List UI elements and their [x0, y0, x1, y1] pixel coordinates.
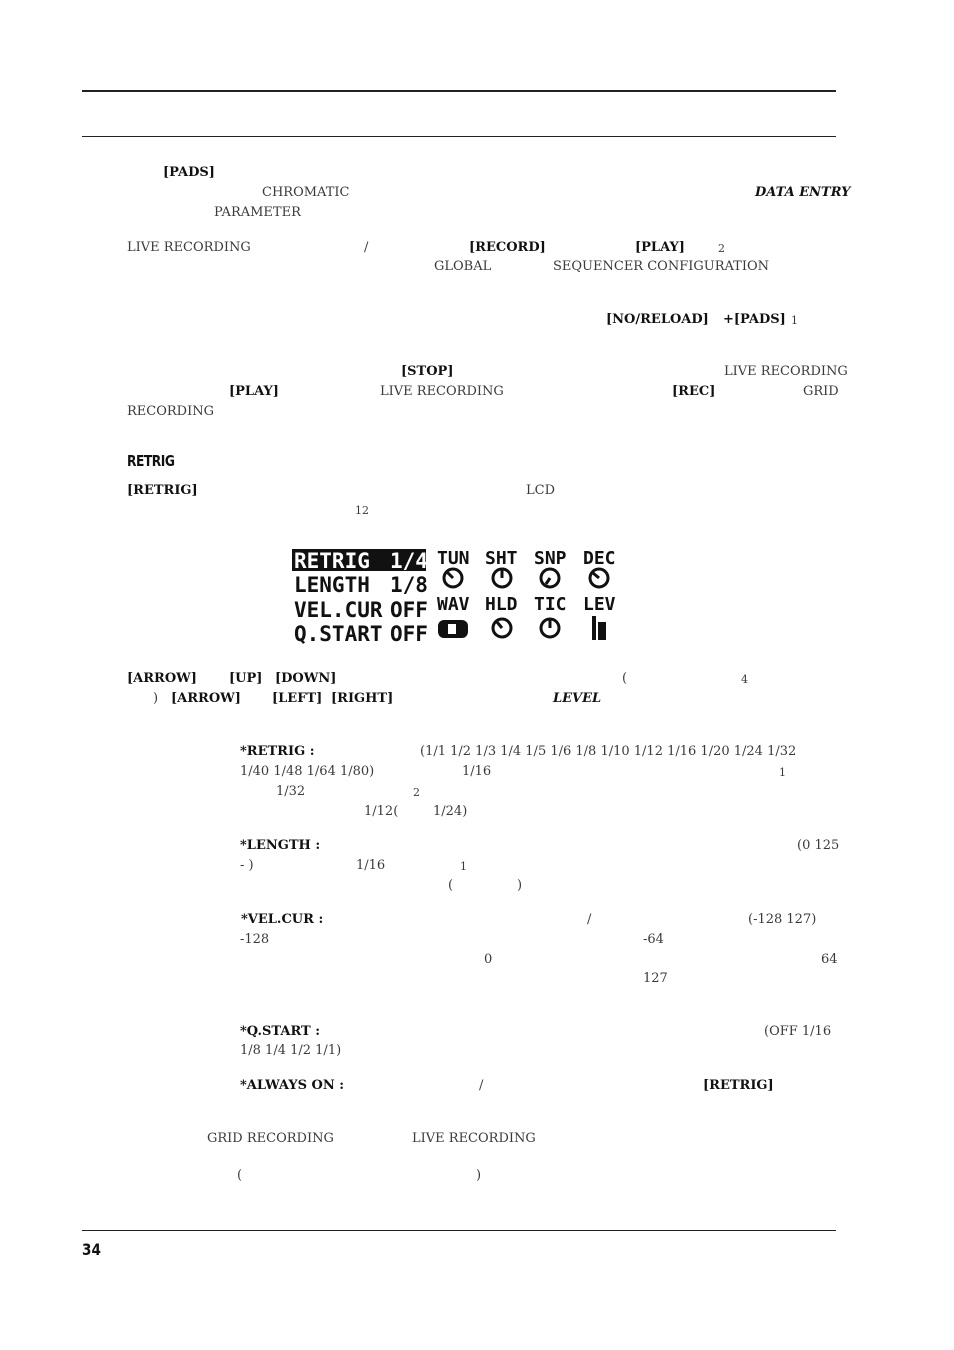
- pads-key: [PADS]: [163, 165, 215, 180]
- always-on-param-label: *ALWAYS ON :: [240, 1078, 345, 1093]
- length-range: (0 125: [797, 838, 840, 853]
- length-param-label: *LENGTH :: [240, 838, 321, 853]
- lcd-knob-label: DEC: [583, 548, 616, 569]
- header-rule: [82, 136, 836, 137]
- paren-open: (: [448, 878, 454, 893]
- retrig-values: (1/1 1/2 1/3 1/4 1/5 1/6 1/8 1/10 1/12 1/16 1/20 1/24 1/32: [420, 744, 797, 759]
- lcd-knob-label: HLD: [485, 594, 518, 615]
- lcd-row-value: 1/4: [390, 549, 428, 573]
- play-key: [PLAY]: [229, 384, 279, 399]
- level-meter-icon: [592, 616, 596, 640]
- sequencer-configuration-term: SEQUENCER CONFIGURATION: [553, 259, 770, 274]
- velcur-value: -128: [240, 932, 270, 947]
- retrig-value: 1/32: [276, 784, 306, 799]
- retrig-values: 1/40 1/48 1/64 1/80): [240, 764, 375, 779]
- lcd-knob-label: WAV: [437, 594, 470, 615]
- play-key: [PLAY]: [635, 240, 685, 255]
- lcd-knob-label: SHT: [485, 548, 518, 569]
- paren-close: ): [476, 1168, 482, 1183]
- lcd-row-label: RETRIG: [294, 549, 370, 573]
- lcd-knob-label: SNP: [534, 548, 567, 569]
- number-one: 1: [460, 860, 467, 873]
- slash: /: [479, 1078, 484, 1093]
- velcur-value: 127: [643, 971, 668, 986]
- top-rule: [82, 90, 836, 92]
- recording-term: RECORDING: [127, 404, 214, 419]
- lcd-display: [290, 546, 624, 646]
- velcur-param-label: *VEL.CUR :: [241, 912, 324, 927]
- retrig-param-label: *RETRIG :: [240, 744, 315, 759]
- rec-key: [REC]: [672, 384, 716, 399]
- lcd-row-label: VEL.CUR: [294, 598, 383, 622]
- arrow-key: [ARROW]: [127, 671, 197, 686]
- number-four: 4: [741, 673, 748, 686]
- live-recording-term: LIVE RECORDING: [412, 1131, 536, 1146]
- lcd-row-label: LENGTH: [294, 573, 370, 597]
- paren-open: (: [622, 671, 628, 686]
- length-range-end: - ): [240, 858, 254, 873]
- velcur-value: -64: [643, 932, 664, 947]
- retrig-default: 1/16: [462, 764, 492, 779]
- right-key: [RIGHT]: [331, 691, 394, 706]
- velcur-value: 64: [821, 952, 838, 967]
- lcd-row-value: 1/8: [390, 573, 428, 597]
- knob-pointer: [593, 573, 599, 578]
- left-key: [LEFT]: [272, 691, 323, 706]
- live-recording-term: LIVE RECORDING: [724, 364, 848, 379]
- page-number: 34: [82, 1240, 101, 1259]
- velcur-range: (-128 127): [748, 912, 817, 927]
- arrow-key: [ARROW]: [171, 691, 241, 706]
- grid-recording-term: GRID RECORDING: [207, 1131, 334, 1146]
- waveform-icon-inner: [448, 624, 456, 634]
- plus-pads-key: +[PADS]: [723, 312, 786, 327]
- number-two: 2: [413, 786, 420, 799]
- footer-rule: [82, 1230, 836, 1231]
- grid-term: GRID: [803, 384, 839, 399]
- paren-close: ): [517, 878, 523, 893]
- data-entry-term: DATA ENTRY: [755, 185, 851, 200]
- level-meter-bar: [598, 622, 606, 640]
- number-two: 2: [718, 242, 725, 255]
- number-twelve: 12: [355, 504, 369, 517]
- knob-pointer: [497, 622, 502, 628]
- paren-close: ): [153, 691, 159, 706]
- live-recording-term: LIVE RECORDING: [127, 240, 251, 255]
- lcd-row-value: OFF: [390, 622, 428, 646]
- down-key: [DOWN]: [275, 671, 337, 686]
- knob-pointer: [447, 572, 453, 578]
- global-term: GLOBAL: [434, 259, 492, 274]
- qstart-param-label: *Q.START :: [240, 1024, 321, 1039]
- stop-key: [STOP]: [401, 364, 454, 379]
- lcd-row-value: OFF: [390, 598, 428, 622]
- qstart-range: 1/8 1/4 1/2 1/1): [240, 1043, 342, 1058]
- lcd-knob-label: TIC: [534, 594, 567, 615]
- level-term: LEVEL: [553, 691, 602, 706]
- lcd-knob-label: LEV: [583, 594, 616, 615]
- retrig-key: [RETRIG]: [127, 483, 198, 498]
- retrig-value: 1/12(: [364, 804, 399, 819]
- velcur-value: 0: [484, 952, 493, 967]
- record-key: [RECORD]: [469, 240, 546, 255]
- lcd-term: LCD: [526, 483, 556, 498]
- retrig-key: [RETRIG]: [703, 1078, 774, 1093]
- length-default: 1/16: [356, 858, 386, 873]
- lcd-row-label: Q.START: [294, 622, 383, 646]
- up-key: [UP]: [229, 671, 263, 686]
- knob-pointer: [546, 578, 550, 584]
- lcd-knob-label: TUN: [437, 548, 470, 569]
- no-reload-key: [NO/RELOAD]: [606, 312, 709, 327]
- live-recording-term: LIVE RECORDING: [380, 384, 504, 399]
- paren-open: (: [237, 1168, 243, 1183]
- number-one: 1: [791, 314, 798, 327]
- chromatic-term: CHROMATIC: [262, 185, 350, 200]
- slash: /: [587, 912, 592, 927]
- qstart-range: (OFF 1/16: [764, 1024, 832, 1039]
- lcd-screen: [290, 546, 624, 646]
- parameter-term: PARAMETER: [214, 205, 301, 220]
- slash: /: [364, 240, 369, 255]
- number-one: 1: [779, 766, 786, 779]
- section-heading: RETRIG: [127, 452, 175, 470]
- retrig-value: 1/24): [433, 804, 468, 819]
